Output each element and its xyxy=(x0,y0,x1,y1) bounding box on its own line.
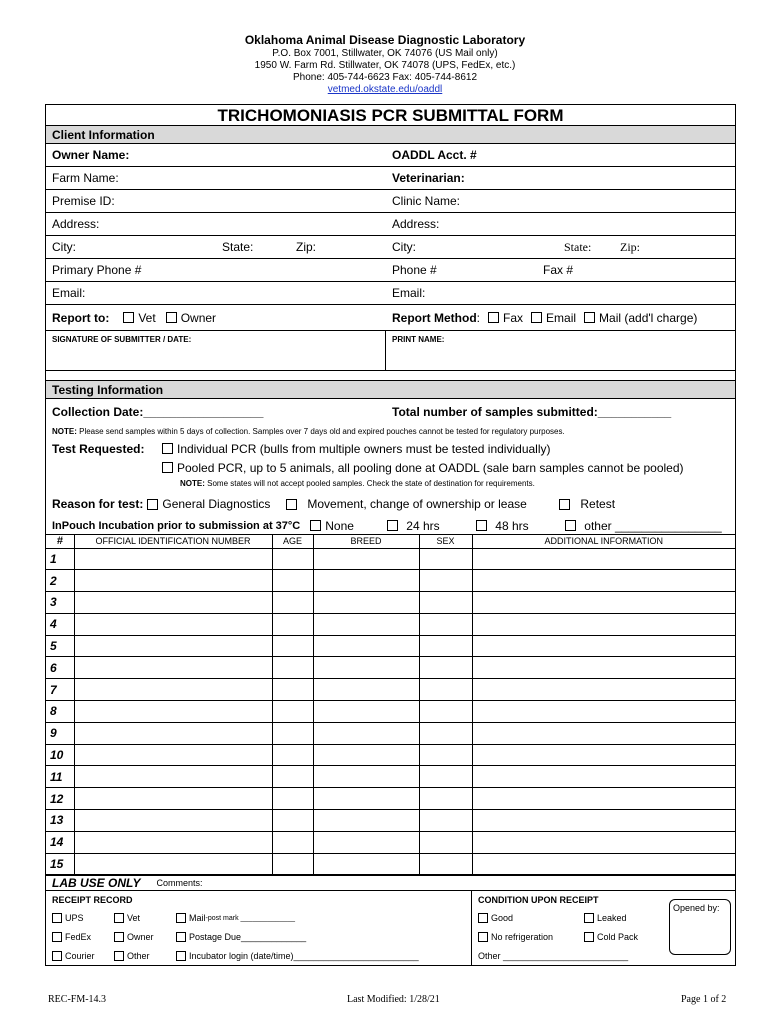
form-id: REC-FM-14.3 xyxy=(48,994,107,1005)
official-id-cell[interactable] xyxy=(74,613,272,635)
phone-fax: Phone: 405-744-6623 Fax: 405-744-8612 xyxy=(292,72,478,83)
clinic-email-field[interactable]: Email: xyxy=(392,286,426,300)
row-number: 15 xyxy=(46,853,74,875)
leaked-checkbox[interactable] xyxy=(584,913,594,923)
pooled-note: NOTE: Some states will not accept pooled samples. Check the state of destination for requirements. xyxy=(180,479,535,488)
postage-due-label: Postage Due_____________ xyxy=(189,932,307,943)
clinic-zip-label: Zip: xyxy=(620,239,640,254)
cold-pack-checkbox[interactable] xyxy=(584,932,594,942)
no-refrigeration-checkbox[interactable] xyxy=(478,932,488,942)
clinic-fax-label: Fax # xyxy=(543,263,574,277)
age-cell[interactable] xyxy=(272,788,313,810)
breed-cell[interactable] xyxy=(313,722,419,744)
movement-checkbox[interactable] xyxy=(286,499,297,510)
individual-pcr-checkbox[interactable] xyxy=(162,443,173,454)
clinic-address-field[interactable]: Address: xyxy=(392,217,440,231)
age-cell[interactable] xyxy=(272,592,313,614)
breed-cell[interactable] xyxy=(313,831,419,853)
condition-title: CONDITION UPON RECEIPT xyxy=(478,895,599,906)
other-checkbox[interactable] xyxy=(114,951,124,961)
postmark-label: -post mark ______________ xyxy=(205,914,296,922)
veterinarian-field[interactable]: Veterinarian: xyxy=(392,171,465,185)
sex-cell[interactable] xyxy=(419,766,472,788)
fedex-label: FedEx xyxy=(65,932,92,943)
owner-name-field[interactable]: Owner Name: xyxy=(52,148,130,162)
method-fax-checkbox[interactable] xyxy=(488,312,499,323)
inpouch-other-label: other ________________ xyxy=(584,518,722,533)
test-individual-row xyxy=(46,439,735,458)
age-cell[interactable] xyxy=(272,766,313,788)
additional-info-cell[interactable] xyxy=(472,722,735,744)
breed-cell[interactable] xyxy=(313,613,419,635)
signature-field[interactable]: SIGNATURE OF SUBMITTER / DATE: xyxy=(46,331,386,370)
general-diag-checkbox[interactable] xyxy=(147,499,158,510)
print-name-field[interactable]: PRINT NAME: xyxy=(392,335,445,344)
clinic-state-label: State: xyxy=(564,239,592,254)
courier-checkbox[interactable] xyxy=(52,951,62,961)
row-number: 12 xyxy=(46,788,74,810)
report-vet-checkbox[interactable] xyxy=(123,312,134,323)
report-owner-checkbox[interactable] xyxy=(166,312,177,323)
table-row xyxy=(46,635,735,657)
incubator-label: Incubator login (date/time)_________________________ xyxy=(189,951,419,962)
age-cell[interactable] xyxy=(272,853,313,875)
clinic-name-field[interactable]: Clinic Name: xyxy=(392,194,461,208)
official-id-cell[interactable] xyxy=(74,722,272,744)
clinic-phone-row[interactable] xyxy=(386,259,735,281)
report-vet-label: Vet xyxy=(138,310,156,325)
inpouch-row xyxy=(46,517,735,535)
sex-cell[interactable] xyxy=(419,592,472,614)
row-number: 6 xyxy=(46,657,74,679)
inpouch-48-label: 48 hrs xyxy=(495,518,529,533)
no-refrigeration-label: No refrigeration xyxy=(491,932,554,943)
row-number: 10 xyxy=(46,744,74,766)
breed-cell[interactable] xyxy=(313,548,419,570)
additional-info-cell[interactable] xyxy=(472,701,735,723)
official-id-cell[interactable] xyxy=(74,592,272,614)
breed-cell[interactable] xyxy=(313,701,419,723)
official-id-cell[interactable] xyxy=(74,810,272,832)
age-cell[interactable] xyxy=(272,701,313,723)
additional-info-cell[interactable] xyxy=(472,788,735,810)
row-number: 4 xyxy=(46,613,74,635)
additional-info-cell[interactable] xyxy=(472,744,735,766)
row-number: 2 xyxy=(46,570,74,592)
clinic-city-row[interactable] xyxy=(386,236,735,258)
row-number: 9 xyxy=(46,722,74,744)
table-row xyxy=(46,701,735,723)
official-id-cell[interactable] xyxy=(74,570,272,592)
ups-checkbox[interactable] xyxy=(52,913,62,923)
additional-info-cell[interactable] xyxy=(472,853,735,875)
pooled-pcr-checkbox[interactable] xyxy=(162,462,173,473)
age-cell[interactable] xyxy=(272,613,313,635)
sex-cell[interactable] xyxy=(419,657,472,679)
row-number: 3 xyxy=(46,592,74,614)
breed-cell[interactable] xyxy=(313,766,419,788)
sex-cell[interactable] xyxy=(419,744,472,766)
row-number: 8 xyxy=(46,701,74,723)
retest-label: Retest xyxy=(580,497,616,511)
reason-label: Reason for test: xyxy=(52,497,144,511)
table-row xyxy=(46,722,735,744)
test-pooled-row xyxy=(46,458,735,477)
premise-id-field[interactable]: Premise ID: xyxy=(52,194,115,208)
owner-city-label: City: xyxy=(52,240,76,254)
condition-other-field[interactable]: Other _________________________ xyxy=(478,951,629,962)
additional-info-cell[interactable] xyxy=(472,613,735,635)
report-to-group xyxy=(46,305,386,330)
sex-cell[interactable] xyxy=(419,831,472,853)
table-row xyxy=(46,592,735,614)
lab-use-header xyxy=(46,875,735,891)
postage-due-checkbox[interactable] xyxy=(176,932,186,942)
official-id-cell[interactable] xyxy=(74,853,272,875)
official-id-cell[interactable] xyxy=(74,766,272,788)
report-owner-label: Owner xyxy=(180,310,217,325)
courier-label: Courier xyxy=(65,951,95,962)
submittal-form xyxy=(45,104,736,966)
street-address: 1950 W. Farm Rd. Stillwater, OK 74078 (UPS, FedEx, etc.) xyxy=(254,60,516,71)
primary-phone-field[interactable]: Primary Phone # xyxy=(52,263,142,277)
col-official-id: OFFICIAL IDENTIFICATION NUMBER xyxy=(74,535,272,548)
receipt-record-panel xyxy=(46,891,472,965)
additional-info-cell[interactable] xyxy=(472,548,735,570)
reason-row xyxy=(46,491,735,517)
table-row xyxy=(46,853,735,875)
additional-info-cell[interactable] xyxy=(472,831,735,853)
table-row xyxy=(46,679,735,701)
ups-label: UPS xyxy=(65,913,84,924)
table-row xyxy=(46,744,735,766)
breed-cell[interactable] xyxy=(313,679,419,701)
breed-cell[interactable] xyxy=(313,744,419,766)
method-mail-checkbox[interactable] xyxy=(584,312,595,323)
sex-cell[interactable] xyxy=(419,679,472,701)
age-cell[interactable] xyxy=(272,635,313,657)
report-method-label: Report Method xyxy=(392,310,477,325)
pooled-pcr-label: Pooled PCR, up to 5 animals, all pooling done at OADDL (sale barn samples cannot be pooled) xyxy=(177,460,684,475)
individual-pcr-label: Individual PCR (bulls from multiple owners must be tested individually) xyxy=(177,441,551,456)
age-cell[interactable] xyxy=(272,679,313,701)
farm-name-field[interactable]: Farm Name: xyxy=(52,171,119,185)
cold-pack-label: Cold Pack xyxy=(597,932,639,943)
row-number: 13 xyxy=(46,810,74,832)
org-name: Oklahoma Animal Disease Diagnostic Laboratory xyxy=(244,33,526,47)
official-id-cell[interactable] xyxy=(74,701,272,723)
sex-cell[interactable] xyxy=(419,788,472,810)
table-row xyxy=(46,657,735,679)
method-email-label: Email xyxy=(546,310,577,325)
report-to-label: Report to: xyxy=(52,310,110,325)
sex-cell[interactable] xyxy=(419,635,472,657)
table-row xyxy=(46,831,735,853)
age-cell[interactable] xyxy=(272,831,313,853)
row-number: 7 xyxy=(46,679,74,701)
owner-address-field[interactable]: Address: xyxy=(52,217,100,231)
owner-email-field[interactable]: Email: xyxy=(52,286,86,300)
fedex-checkbox[interactable] xyxy=(52,932,62,942)
lab-use-title: LAB USE ONLY xyxy=(52,876,141,891)
form-title: TRICHOMONIASIS PCR SUBMITTAL FORM xyxy=(46,105,735,126)
row-number: 14 xyxy=(46,831,74,853)
additional-info-cell[interactable] xyxy=(472,592,735,614)
row-number: 1 xyxy=(46,548,74,570)
oaddl-acct-field[interactable]: OADDL Acct. # xyxy=(392,148,477,162)
method-fax-label: Fax xyxy=(503,310,524,325)
age-cell[interactable] xyxy=(272,657,313,679)
po-box-address: P.O. Box 7001, Stillwater, OK 74076 (US Mail only) xyxy=(272,48,498,59)
lab-use-section xyxy=(46,891,735,965)
sex-cell[interactable] xyxy=(419,570,472,592)
clinic-city-label: City: xyxy=(392,240,416,254)
official-id-cell[interactable] xyxy=(74,635,272,657)
condition-panel xyxy=(472,891,735,965)
inpouch-none-checkbox[interactable] xyxy=(310,520,321,531)
sex-cell[interactable] xyxy=(419,810,472,832)
method-mail-label: Mail (add'l charge) xyxy=(599,310,698,325)
test-requested-label: Test Requested: xyxy=(52,441,145,456)
inpouch-24-checkbox[interactable] xyxy=(387,520,398,531)
inpouch-24-label: 24 hrs xyxy=(406,518,440,533)
breed-cell[interactable] xyxy=(313,592,419,614)
opened-by-box[interactable]: Opened by: xyxy=(669,899,731,955)
leaked-label: Leaked xyxy=(597,913,627,924)
last-modified: Last Modified: 1/28/21 xyxy=(347,994,440,1005)
table-row xyxy=(46,810,735,832)
breed-cell[interactable] xyxy=(313,570,419,592)
breed-cell[interactable] xyxy=(313,635,419,657)
lab-header xyxy=(0,33,770,96)
inpouch-label: InPouch Incubation prior to submission at 37°C xyxy=(52,519,301,532)
page-number: Page 1 of 2 xyxy=(681,994,727,1005)
official-id-cell[interactable] xyxy=(74,831,272,853)
owner-city-row[interactable] xyxy=(46,236,386,258)
table-row xyxy=(46,570,735,592)
lab-comments-label[interactable]: Comments: xyxy=(156,878,203,889)
age-cell[interactable] xyxy=(272,570,313,592)
sex-cell[interactable] xyxy=(419,701,472,723)
owner-state-label: State: xyxy=(222,240,254,254)
additional-info-cell[interactable] xyxy=(472,570,735,592)
row-number: 5 xyxy=(46,635,74,657)
collection-date-field[interactable]: Collection Date:__________________ xyxy=(52,405,264,419)
vet-label: Vet xyxy=(127,913,141,924)
method-email-checkbox[interactable] xyxy=(531,312,542,323)
vet-checkbox[interactable] xyxy=(114,913,124,923)
age-cell[interactable] xyxy=(272,810,313,832)
mail-label: Mail xyxy=(189,913,206,924)
table-row xyxy=(46,788,735,810)
client-info-header: Client Information xyxy=(46,126,735,144)
additional-info-cell[interactable] xyxy=(472,657,735,679)
testing-info-header: Testing Information xyxy=(46,381,735,399)
sex-cell[interactable] xyxy=(419,722,472,744)
inpouch-other-checkbox[interactable] xyxy=(565,520,576,531)
movement-label: Movement, change of ownership or lease xyxy=(307,497,527,511)
table-row xyxy=(46,613,735,635)
table-row xyxy=(46,548,735,570)
sex-cell[interactable] xyxy=(419,548,472,570)
additional-info-cell[interactable] xyxy=(472,679,735,701)
breed-cell[interactable] xyxy=(313,657,419,679)
clinic-phone-label: Phone # xyxy=(392,263,437,277)
samples-table xyxy=(46,535,735,875)
total-samples-field[interactable]: Total number of samples submitted:___________ xyxy=(392,405,672,419)
age-cell[interactable] xyxy=(272,722,313,744)
col-number: # xyxy=(46,535,74,548)
col-additional-info: ADDITIONAL INFORMATION xyxy=(472,535,735,548)
general-diag-label: General Diagnostics xyxy=(162,497,271,511)
official-id-cell[interactable] xyxy=(74,744,272,766)
additional-info-cell[interactable] xyxy=(472,766,735,788)
incubator-checkbox[interactable] xyxy=(176,951,186,961)
official-id-cell[interactable] xyxy=(74,679,272,701)
owner-zip-label: Zip: xyxy=(296,240,317,254)
owner-label: Owner xyxy=(127,932,154,943)
breed-cell[interactable] xyxy=(313,788,419,810)
other-label: Other xyxy=(127,951,150,962)
additional-info-cell[interactable] xyxy=(472,810,735,832)
mail-checkbox[interactable] xyxy=(176,913,186,923)
breed-cell[interactable] xyxy=(313,810,419,832)
additional-info-cell[interactable] xyxy=(472,635,735,657)
col-sex: SEX xyxy=(419,535,472,548)
receipt-record-title: RECEIPT RECORD xyxy=(52,895,133,906)
official-id-cell[interactable] xyxy=(74,657,272,679)
inpouch-48-checkbox[interactable] xyxy=(476,520,487,531)
col-age: AGE xyxy=(272,535,313,548)
col-breed: BREED xyxy=(313,535,419,548)
official-id-cell[interactable] xyxy=(74,788,272,810)
age-cell[interactable] xyxy=(272,548,313,570)
age-cell[interactable] xyxy=(272,744,313,766)
retest-checkbox[interactable] xyxy=(559,499,570,510)
breed-cell[interactable] xyxy=(313,853,419,875)
inpouch-none-label: None xyxy=(325,518,354,533)
owner-checkbox[interactable] xyxy=(114,932,124,942)
collection-note: NOTE: Please send samples within 5 days of collection. Samples over 7 days old and expired pouches cannot be tested for regulatory purposes. xyxy=(52,427,565,436)
website-link[interactable]: vetmed.okstate.edu/oaddl xyxy=(327,84,443,95)
official-id-cell[interactable] xyxy=(74,548,272,570)
good-label: Good xyxy=(491,913,514,924)
table-row xyxy=(46,766,735,788)
report-method-group: Report Method : Fax Email Mail (add'l charge) xyxy=(392,310,698,325)
row-number: 11 xyxy=(46,766,74,788)
sex-cell[interactable] xyxy=(419,853,472,875)
good-checkbox[interactable] xyxy=(478,913,488,923)
sex-cell[interactable] xyxy=(419,613,472,635)
